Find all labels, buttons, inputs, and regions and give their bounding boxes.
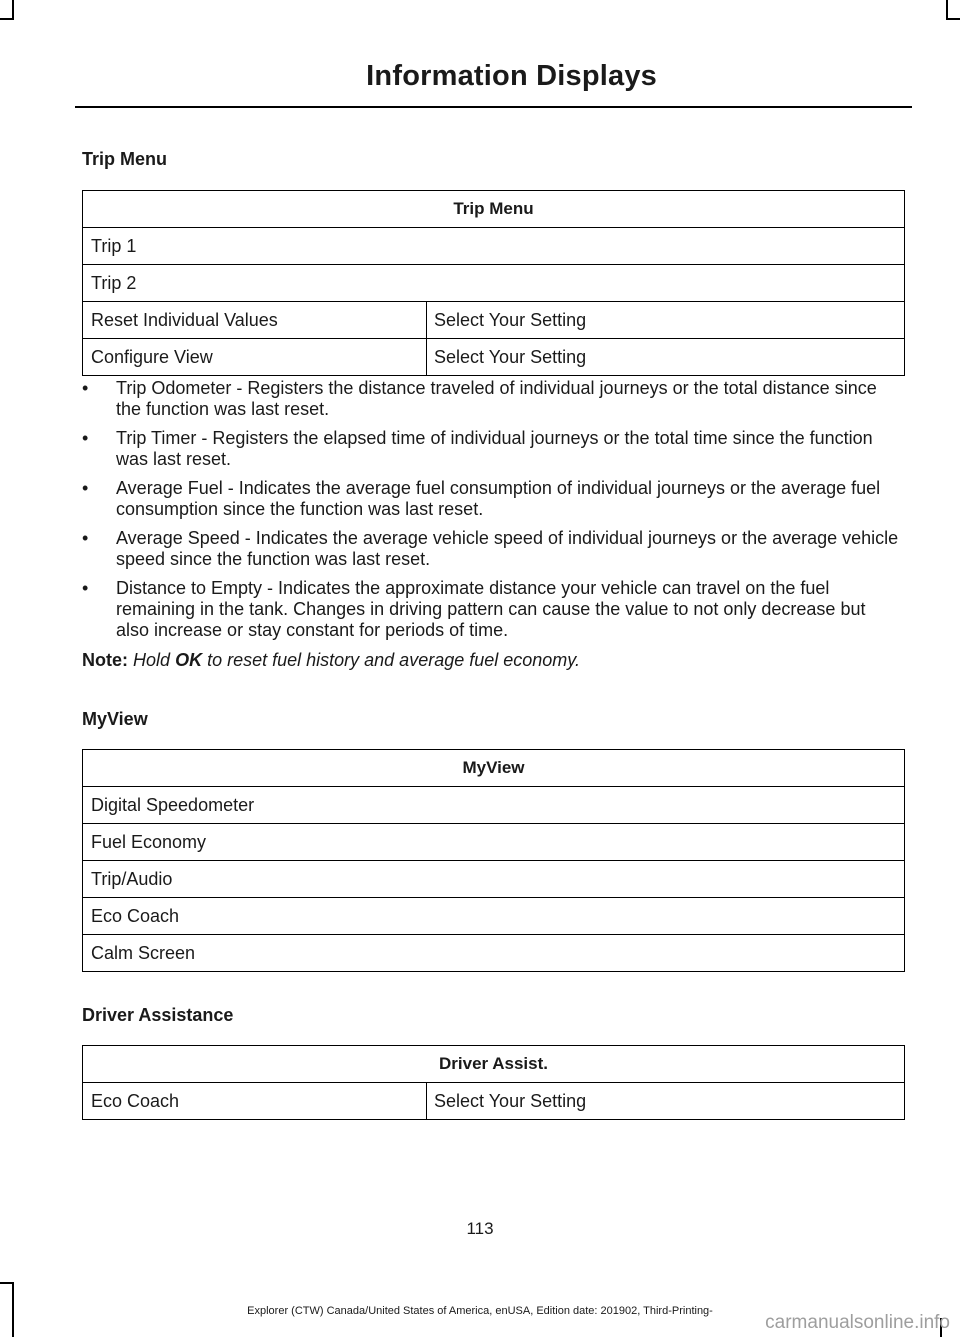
list-item <box>82 578 902 641</box>
list-item-text: Trip Odometer - Registers the distance traveled of individual journeys or the total distance since the function was last reset. <box>116 378 877 419</box>
table-row <box>83 265 905 302</box>
table-cell: Select Your Setting <box>427 1083 905 1120</box>
driver-assist-table <box>82 1045 905 1120</box>
bullet-icon: • <box>82 528 89 548</box>
trip-menu-table <box>82 190 905 376</box>
table-row <box>83 228 905 265</box>
list-item-text: Trip Timer - Registers the elapsed time of individual journeys or the total time since the function was last reset. <box>116 428 873 469</box>
crop-mark <box>946 0 948 18</box>
bullet-icon: • <box>82 578 89 598</box>
myview-table-title: MyView <box>83 750 905 787</box>
list-item <box>82 428 902 470</box>
list-item-text: Average Speed - Indicates the average vehicle speed of individual journeys or the average vehicle speed since the function was last reset. <box>116 528 899 569</box>
table-row <box>83 824 905 861</box>
table-cell: Eco Coach <box>83 1083 427 1120</box>
driver-assistance-heading: Driver Assistance <box>82 1005 234 1025</box>
table-row <box>83 861 905 898</box>
note <box>82 650 580 671</box>
edition-footer: Explorer (CTW) Canada/United States of America, enUSA, Edition date: 201902, Third-Printing- <box>247 1305 713 1317</box>
table-row <box>83 935 905 972</box>
table-header-row <box>83 191 905 228</box>
page-number: 113 <box>466 1219 494 1238</box>
table-cell: Select Your Setting <box>427 302 905 339</box>
table-cell: Fuel Economy <box>83 824 905 861</box>
table-cell: Select Your Setting <box>427 339 905 376</box>
table-cell: Eco Coach <box>83 898 905 935</box>
page-title: Information Displays <box>366 60 657 92</box>
table-cell: Configure View <box>83 339 427 376</box>
driver-assist-table-title: Driver Assist. <box>83 1046 905 1083</box>
table-row <box>83 302 905 339</box>
list-item-text: Distance to Empty - Indicates the approximate distance your vehicle can travel on the fuel remaining in the tank. Changes in driving pattern can cause the value to not only decrease but also increase or stay constant for periods of time. <box>116 578 866 640</box>
note-label: Note: <box>82 650 128 670</box>
list-item <box>82 378 902 420</box>
header-divider <box>75 106 912 108</box>
table-row <box>83 898 905 935</box>
table-cell: Trip 2 <box>83 265 905 302</box>
note-text: Hold <box>133 650 171 670</box>
crop-mark <box>12 0 14 18</box>
list-item-text: Average Fuel - Indicates the average fuel consumption of individual journeys or the average fuel consumption since the function was last reset. <box>116 478 881 519</box>
trip-menu-table-title: Trip Menu <box>83 191 905 228</box>
table-row <box>83 339 905 376</box>
table-cell: Trip/Audio <box>83 861 905 898</box>
table-row <box>83 1083 905 1120</box>
table-row <box>83 787 905 824</box>
myview-heading: MyView <box>82 709 148 729</box>
table-cell: Reset Individual Values <box>83 302 427 339</box>
bullet-icon: • <box>82 478 89 498</box>
note-text: to reset fuel history and average fuel economy. <box>207 650 580 670</box>
crop-mark <box>946 18 960 20</box>
myview-table <box>82 749 905 972</box>
watermark: carmanualsonline.info <box>765 1312 950 1333</box>
table-cell: Calm Screen <box>83 935 905 972</box>
trip-menu-bullet-list <box>82 378 902 649</box>
table-cell: Digital Speedometer <box>83 787 905 824</box>
trip-menu-heading: Trip Menu <box>82 149 167 169</box>
list-item <box>82 478 902 520</box>
note-key: OK <box>175 650 203 670</box>
crop-mark <box>0 18 14 20</box>
table-header-row <box>83 750 905 787</box>
bullet-icon: • <box>82 428 89 448</box>
table-cell: Trip 1 <box>83 228 905 265</box>
bullet-icon: • <box>82 378 89 398</box>
table-header-row <box>83 1046 905 1083</box>
list-item <box>82 528 902 570</box>
